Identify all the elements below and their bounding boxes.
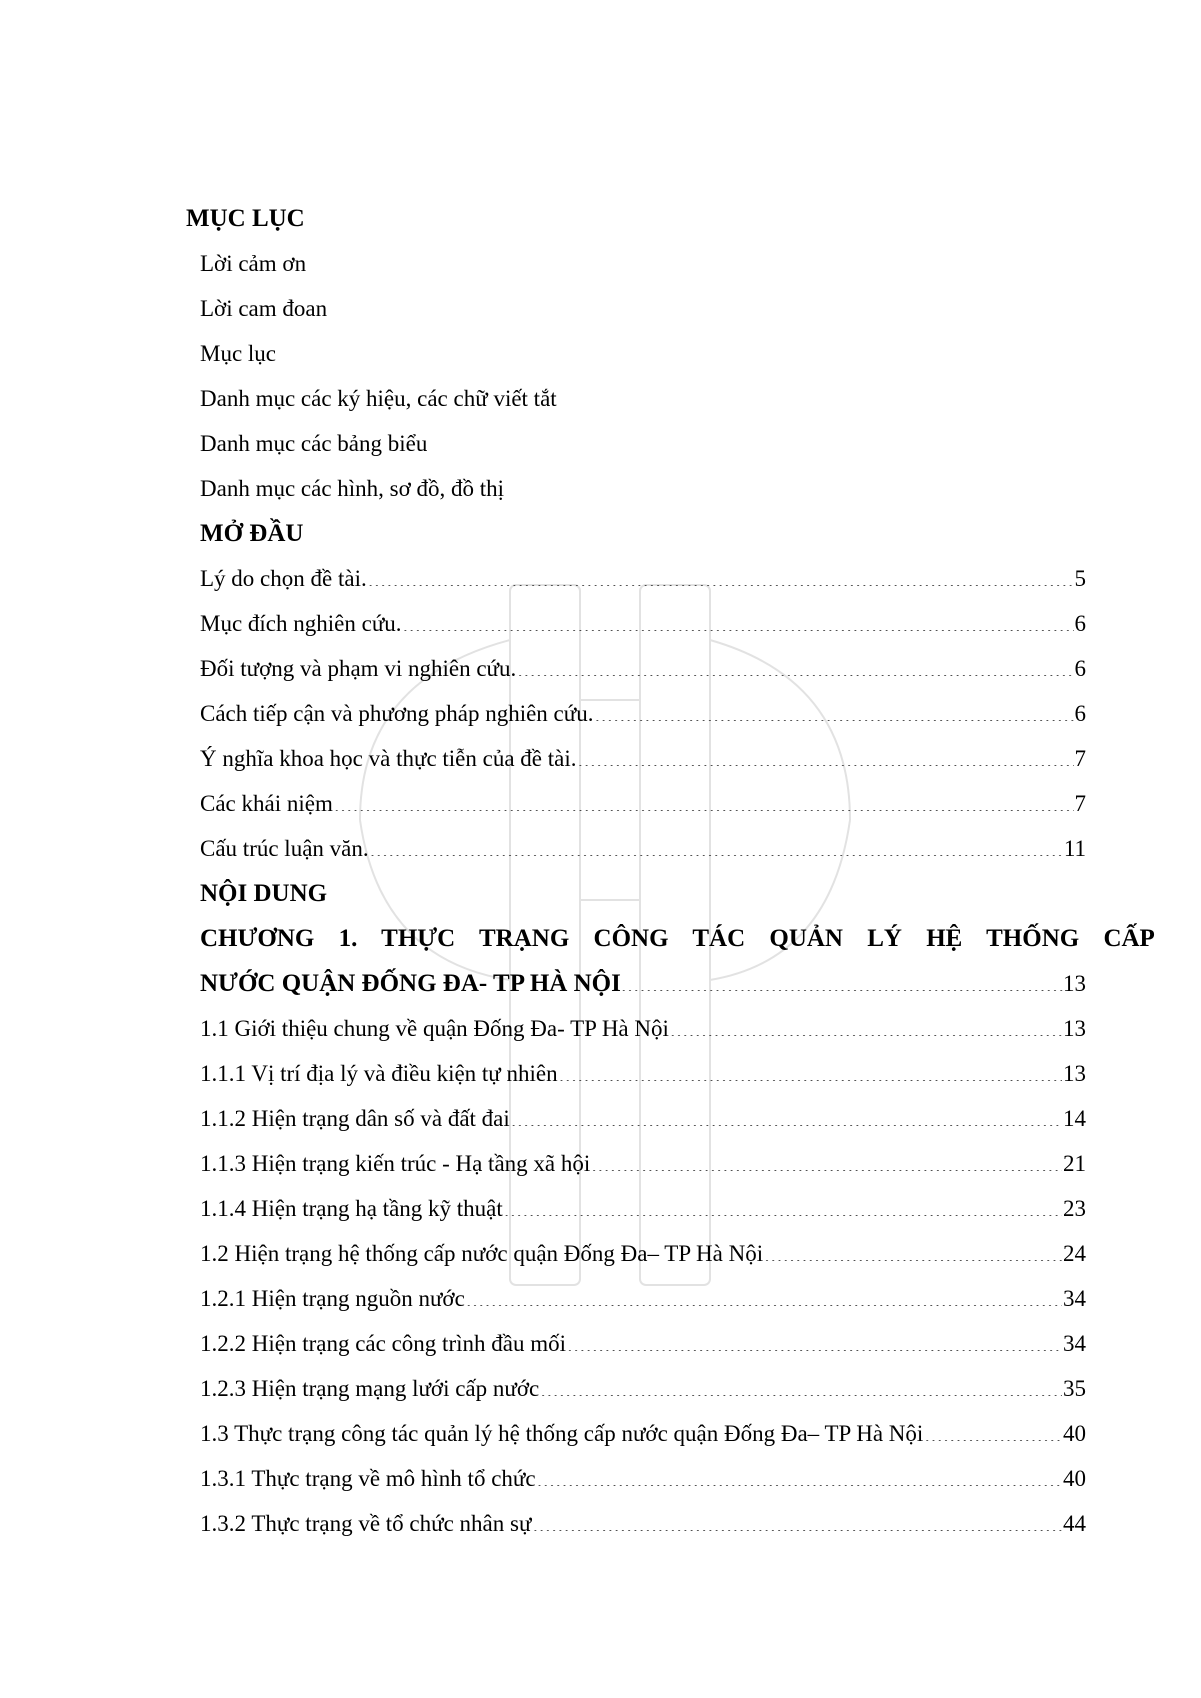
page-number: 13: [1063, 1061, 1086, 1086]
leader-dots: [466, 1278, 1062, 1306]
front-matter-list: [186, 241, 1086, 511]
chapter-title-line-2: [200, 961, 1086, 1006]
table-of-contents: [186, 196, 1155, 1546]
page-number: 13: [1063, 1016, 1086, 1041]
leader-dots: [559, 1053, 1062, 1081]
leader-dots: [537, 1458, 1062, 1486]
intro-list: [186, 556, 1086, 871]
toc-entry-label: Lời cam đoan: [200, 296, 328, 321]
toc-entry[interactable]: [200, 556, 1086, 601]
chapter-title-line-1: CHƯƠNG 1. THỰC TRẠNG CÔNG TÁC QUẢN LÝ HỆ THỐNG CẤP: [200, 925, 1155, 952]
toc-entry-label: Mục đích nghiên cứu.: [200, 611, 402, 636]
toc-entry[interactable]: [200, 286, 1086, 331]
leader-dots: [621, 963, 1063, 991]
page-number: 34: [1063, 1286, 1086, 1311]
leader-dots: [532, 1503, 1062, 1531]
leader-dots: [511, 1098, 1062, 1126]
section-heading-label: MỞ ĐẦU: [200, 520, 304, 547]
toc-entry[interactable]: [200, 781, 1086, 826]
leader-dots: [370, 828, 1063, 856]
toc-entry[interactable]: [200, 1411, 1086, 1456]
leader-dots: [924, 1413, 1062, 1441]
toc-entry[interactable]: [200, 241, 1086, 286]
leader-dots: [504, 1188, 1062, 1216]
page-number: 21: [1063, 1151, 1086, 1176]
toc-entry[interactable]: [200, 1096, 1086, 1141]
leader-dots: [403, 603, 1074, 631]
content-heading: [200, 871, 1086, 916]
toc-entry-label: 1.1.2 Hiện trạng dân số và đất đai: [200, 1106, 510, 1131]
toc-entry-label: 1.2.1 Hiện trạng nguồn nước: [200, 1286, 465, 1311]
toc-entry[interactable]: [200, 646, 1086, 691]
toc-entry[interactable]: [200, 601, 1086, 646]
toc-entry[interactable]: [200, 1141, 1086, 1186]
toc-entry[interactable]: [200, 691, 1086, 736]
toc-entry-label: 1.1.1 Vị trí địa lý và điều kiện tự nhiên: [200, 1061, 558, 1086]
toc-entry[interactable]: [200, 1231, 1086, 1276]
intro-heading: [200, 511, 1086, 556]
toc-entry[interactable]: [200, 736, 1086, 781]
toc-entry-label: Cách tiếp cận và phương pháp nghiên cứu.: [200, 701, 594, 726]
leader-dots: [334, 783, 1074, 811]
toc-entry-label: 1.2.2 Hiện trạng các công trình đầu mối: [200, 1331, 566, 1356]
page-number: 7: [1074, 746, 1086, 771]
toc-entry[interactable]: [200, 421, 1086, 466]
page-number: 40: [1063, 1466, 1086, 1491]
toc-entry-label: Lời cảm ơn: [200, 251, 307, 276]
section-heading-label: NỘI DUNG: [200, 880, 328, 907]
leader-dots: [764, 1233, 1062, 1261]
toc-entry-label: 1.3.1 Thực trạng về mô hình tổ chức: [200, 1466, 536, 1491]
page-number: 23: [1063, 1196, 1086, 1221]
toc-entry[interactable]: [200, 826, 1086, 871]
page-number: 11: [1063, 836, 1086, 861]
toc-entry[interactable]: [200, 376, 1086, 421]
page-number: 6: [1074, 701, 1086, 726]
toc-entry-label: Các khái niệm: [200, 791, 333, 816]
toc-entry-label: 1.1.4 Hiện trạng hạ tầng kỹ thuật: [200, 1196, 503, 1221]
toc-entry-label: 1.2.3 Hiện trạng mạng lưới cấp nước: [200, 1376, 540, 1401]
toc-entry[interactable]: [200, 1501, 1086, 1546]
toc-entry[interactable]: [200, 1051, 1086, 1096]
chapter-1-list: [186, 1006, 1086, 1546]
leader-dots: [578, 738, 1074, 766]
page-number: 6: [1074, 611, 1086, 636]
page-number: 13: [1063, 971, 1086, 996]
toc-entry-label: Đối tượng và phạm vi nghiên cứu.: [200, 656, 517, 681]
toc-entry[interactable]: [200, 1186, 1086, 1231]
toc-entry[interactable]: [200, 1006, 1086, 1051]
leader-dots: [670, 1008, 1062, 1036]
toc-entry-label: Mục lục: [200, 341, 277, 366]
page-number: 24: [1063, 1241, 1086, 1266]
page-number: 7: [1074, 791, 1086, 816]
toc-entry[interactable]: [200, 1366, 1086, 1411]
page-number: 5: [1074, 566, 1086, 591]
toc-title: MỤC LỤC: [186, 205, 305, 232]
page-number: 6: [1074, 656, 1086, 681]
toc-entry-label: Ý nghĩa khoa học và thực tiễn của đề tài.: [200, 746, 577, 771]
page-number: 44: [1063, 1511, 1086, 1536]
toc-entry[interactable]: [200, 466, 1086, 511]
page-number: 40: [1063, 1421, 1086, 1446]
toc-entry[interactable]: [200, 331, 1086, 376]
toc-entry-label: Danh mục các ký hiệu, các chữ viết tắt: [200, 386, 557, 411]
toc-entry-label: 1.3.2 Thực trạng về tổ chức nhân sự: [200, 1511, 532, 1536]
page-number: 34: [1063, 1331, 1086, 1356]
toc-entry-label: Danh mục các hình, sơ đồ, đồ thị: [200, 476, 505, 501]
leader-dots: [368, 558, 1074, 586]
toc-entry[interactable]: [200, 1456, 1086, 1501]
chapter-title-text: NƯỚC QUẬN ĐỐNG ĐA- TP HÀ NỘI: [200, 970, 621, 997]
leader-dots: [567, 1323, 1062, 1351]
toc-entry-label: 1.1 Giới thiệu chung về quận Đống Đa- TP Hà Nội: [200, 1016, 669, 1041]
chapter-1-entry[interactable]: [200, 916, 1155, 1006]
toc-entry-label: 1.1.3 Hiện trạng kiến trúc - Hạ tầng xã hội: [200, 1151, 591, 1176]
leader-dots: [594, 693, 1073, 721]
page-number: 14: [1063, 1106, 1086, 1131]
toc-entry[interactable]: [200, 1276, 1086, 1321]
toc-entry-label: 1.2 Hiện trạng hệ thống cấp nước quận Đống Đa– TP Hà Nội: [200, 1241, 764, 1266]
toc-entry-label: Danh mục các bảng biểu: [200, 431, 428, 456]
leader-dots: [540, 1368, 1062, 1396]
toc-entry-label: Lý do chọn đề tài.: [200, 566, 367, 591]
leader-dots: [591, 1143, 1062, 1171]
toc-entry[interactable]: [200, 1321, 1086, 1366]
page-number: 35: [1063, 1376, 1086, 1401]
toc-entry-label: Cấu trúc luận văn.: [200, 836, 369, 861]
toc-entry-label: 1.3 Thực trạng công tác quản lý hệ thống cấp nước quận Đống Đa– TP Hà Nội: [200, 1421, 924, 1446]
leader-dots: [517, 648, 1073, 676]
